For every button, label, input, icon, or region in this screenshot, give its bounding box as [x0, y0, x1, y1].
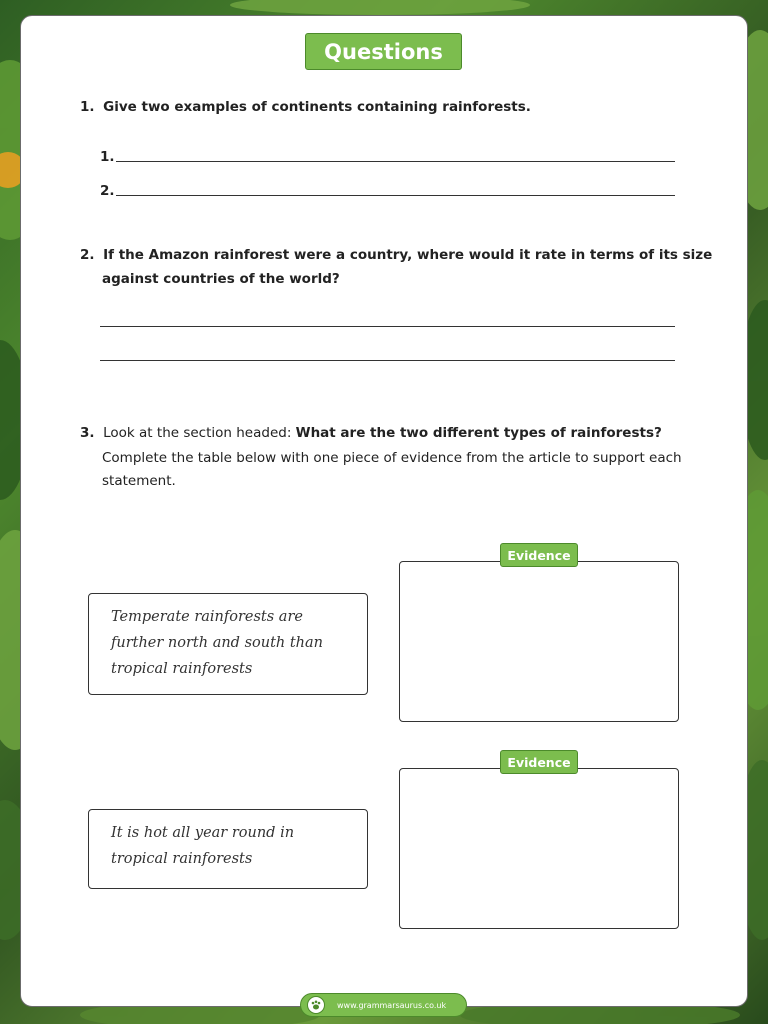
- page-title: Questions: [305, 33, 462, 70]
- question-3-instruction-line3: statement.: [102, 473, 176, 489]
- question-2-text-line1: If the Amazon rainforest were a country, where would it rate in terms of its size: [103, 247, 713, 263]
- question-3-number: 3.: [80, 425, 95, 441]
- question-3-lead: Look at the section headed:: [103, 425, 296, 441]
- question-1: [80, 95, 531, 119]
- question-2-text-line2: against countries of the world?: [102, 271, 340, 287]
- answer-1-line: [116, 161, 675, 162]
- question-3: [80, 421, 662, 445]
- question-2-number: 2.: [80, 247, 95, 263]
- question-2-answer-line-2: [100, 360, 675, 361]
- evidence-label-1: Evidence: [500, 543, 578, 567]
- footer-url: www.grammarsaurus.co.uk: [337, 1000, 447, 1010]
- question-2-answer-line-1: [100, 326, 675, 327]
- question-1-text: Give two examples of continents containing rainforests.: [103, 99, 531, 115]
- statement-box-2: [88, 809, 368, 889]
- answer-2-line: [116, 195, 675, 196]
- question-2: [80, 243, 712, 267]
- question-3-instruction-line2: Complete the table below with one piece of evidence from the article to support each: [102, 450, 682, 466]
- footer-badge: [300, 993, 467, 1017]
- statement-1-text: Temperate rainforests are further north and south than tropical rainforests: [111, 609, 324, 677]
- answer-2-label: 2.: [100, 183, 115, 199]
- evidence-box-2: [399, 768, 679, 929]
- statement-2-text: It is hot all year round in tropical rainforests: [111, 825, 295, 867]
- statement-box-1: [88, 593, 368, 695]
- question-1-number: 1.: [80, 99, 95, 115]
- answer-1-label: 1.: [100, 149, 115, 165]
- dinosaur-footprint-icon: [307, 996, 325, 1014]
- question-3-section-heading: What are the two different types of rainforests?: [295, 425, 662, 441]
- evidence-box-1: [399, 561, 679, 722]
- evidence-label-2: Evidence: [500, 750, 578, 774]
